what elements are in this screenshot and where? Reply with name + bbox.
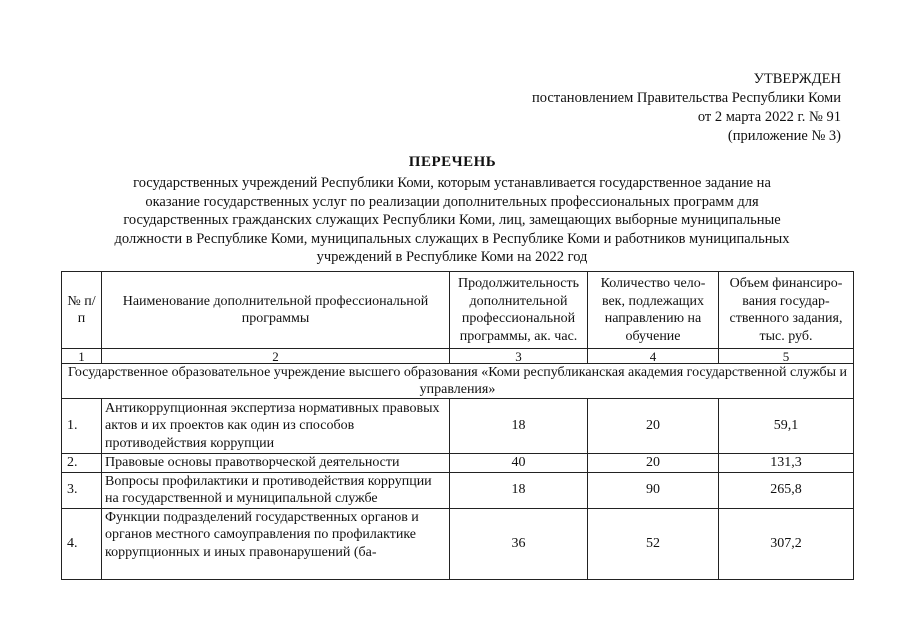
table-row [62, 472, 854, 508]
column-number: 1 [62, 349, 102, 364]
program-people: 20 [588, 399, 719, 454]
row-number: 3. [62, 472, 102, 508]
section-row [62, 364, 854, 399]
approval-line-4: (приложение № 3) [727, 128, 841, 144]
column-number: 4 [588, 349, 719, 364]
column-number: 3 [450, 349, 588, 364]
program-name: Правовые основы правотворческой деятельности [102, 454, 450, 473]
row-number: 4. [62, 508, 102, 579]
program-duration: 18 [450, 399, 588, 454]
program-duration: 36 [450, 508, 588, 579]
table-row [62, 508, 854, 579]
program-funding: 59,1 [719, 399, 854, 454]
header-name: Наименование дополнительной профессиональной программы [102, 272, 450, 349]
program-funding: 131,3 [719, 454, 854, 473]
document-title: ПЕРЕЧЕНЬ [408, 154, 497, 170]
header-people: Количество чело-век, подлежащих направлению на обучение [588, 272, 719, 349]
document-subtitle: государственных учреждений Республики Коми, которым устанавливается государственное задание на оказание государственных услуг по реализации дополнительных профессиональных программ для государственных гражданских служащих Республики Коми, лиц, замещающих выборные муниципальные должности в Республике Коми, муниципальных служащих в Республике Коми и работников муниципальных учреждений в Республике Коми на 2022 год [114, 175, 790, 265]
table-header-row [62, 272, 854, 349]
program-funding: 307,2 [719, 508, 854, 579]
table-row [62, 454, 854, 473]
approval-line-1: УТВЕРЖДЕН [753, 71, 841, 87]
header-funding: Объем финансиро-вания государ-ственного задания, тыс. руб. [719, 272, 854, 349]
column-number: 5 [719, 349, 854, 364]
header-num: № п/п [62, 272, 102, 349]
program-duration: 18 [450, 472, 588, 508]
program-name: Антикоррупционная экспертиза нормативных правовых актов и их проектов как один из способов противодействия коррупции [102, 399, 450, 454]
column-number: 2 [102, 349, 450, 364]
program-people: 52 [588, 508, 719, 579]
approval-block [532, 70, 841, 146]
section-title: Государственное образовательное учреждение высшего образования «Коми республиканская академия государственной службы и управления» [62, 364, 854, 399]
header-duration: Продолжительность дополнительной профессиональной программы, ак. час. [450, 272, 588, 349]
program-duration: 40 [450, 454, 588, 473]
program-people: 90 [588, 472, 719, 508]
program-people: 20 [588, 454, 719, 473]
approval-line-3: от 2 марта 2022 г. № 91 [697, 109, 841, 125]
program-name: Функции подразделений государственных органов и органов местного самоуправления по профилактике коррупционных и иных правонарушений (ба- [102, 508, 450, 579]
row-number: 2. [62, 454, 102, 473]
approval-line-2: постановлением Правительства Республики Коми [532, 90, 841, 106]
program-funding: 265,8 [719, 472, 854, 508]
row-number: 1. [62, 399, 102, 454]
table-row [62, 399, 854, 454]
program-name: Вопросы профилактики и противодействия коррупции на государственной и муниципальной службе [102, 472, 450, 508]
column-number-row [62, 349, 854, 364]
programs-table [61, 271, 854, 580]
